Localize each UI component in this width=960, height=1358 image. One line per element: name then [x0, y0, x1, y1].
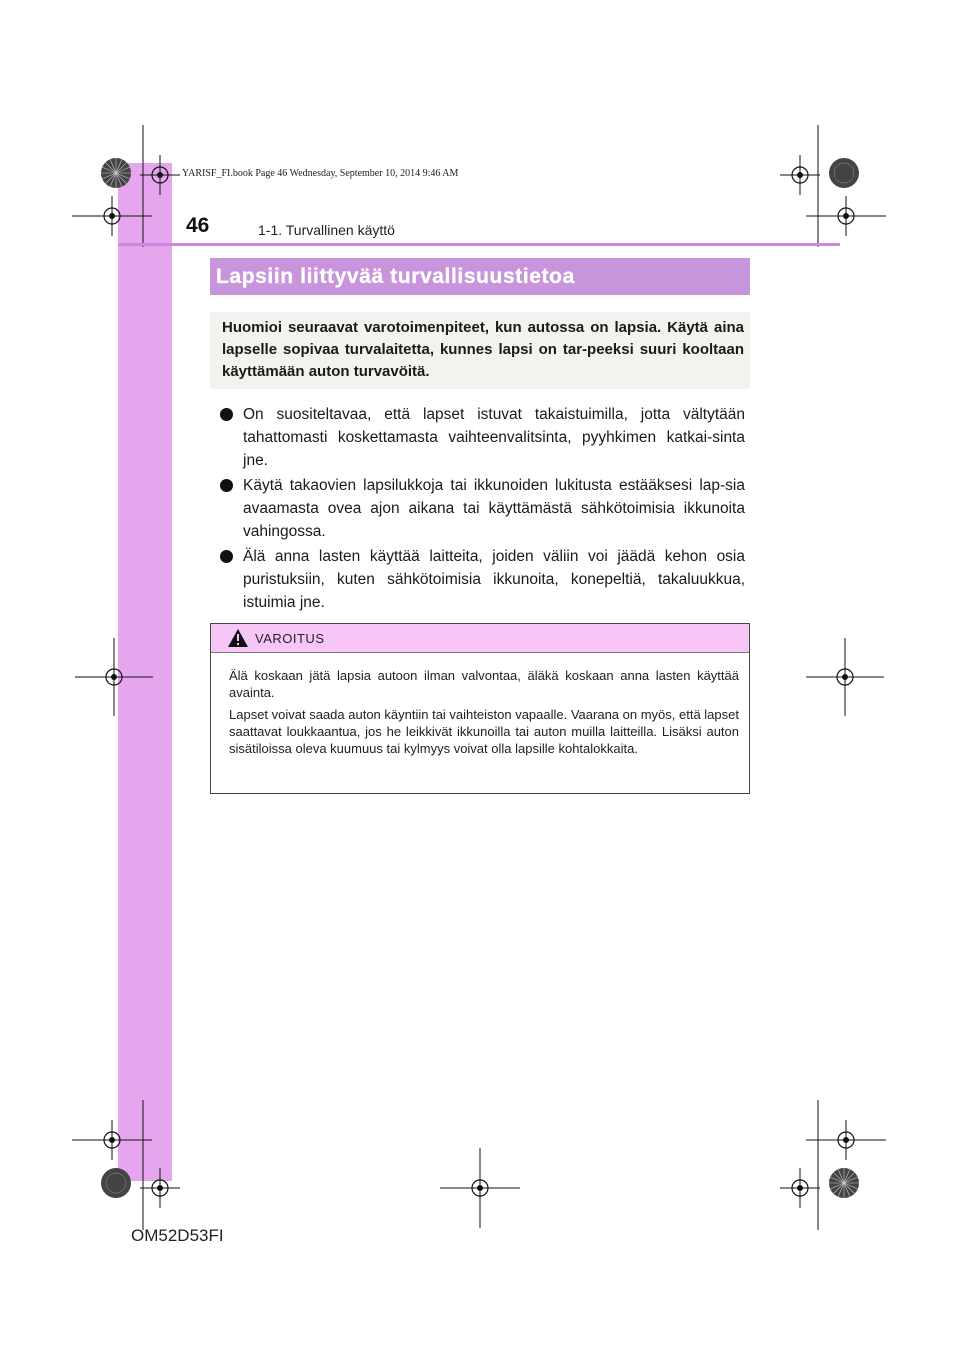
warning-paragraph: Lapset voivat saada auton käyntiin tai vaihteiston vapaalle. Vaarana on myös, että lapset saattavat loukkaantua, jos he leikkivät ikkunoilla tai auton muilla laitteilla. Lisäksi auton sisätiloissa oleva kuumuus tai kylmyys voivat olla lapsille kohtalokkaita.: [229, 707, 739, 756]
crosshair-icon: [72, 196, 152, 236]
warning-header: [211, 624, 749, 653]
registration-sunburst-icon: [100, 157, 132, 189]
bullet-icon: [220, 550, 233, 563]
crosshair-icon: [780, 1168, 820, 1208]
section-title: 1-1. Turvallinen käyttö: [258, 222, 395, 238]
title-bar: [210, 258, 750, 295]
warning-body: [211, 653, 749, 757]
registration-sunburst-icon: [828, 1167, 860, 1199]
crosshair-icon: [806, 196, 886, 236]
crosshair-icon: [780, 155, 820, 195]
crosshair-icon: [75, 638, 153, 716]
list-item-text: On suositeltavaa, että lapset istuvat takaistuimilla, jotta vältytään tahattomasti koskettamasta vaihteenvalitsinta, pyyhkimen katkai-sinta jne.: [243, 406, 745, 469]
registration-sunburst-icon: [100, 1167, 132, 1199]
list-item-text: Älä anna lasten käyttää laitteita, joiden väliin voi jäädä kehon osia puristuksiin, kuten sähkötoimisia ikkunoita, konepeltiä, takaluukkua, istuimia jne.: [243, 548, 745, 611]
list-item-text: Käytä takaovien lapsilukkoja tai ikkunoiden lukitusta estääksesi lap-sia avaamasta ovea ajon aikana tai käyttämästä sähkötoimisia ikkunoita vahingossa.: [243, 477, 745, 540]
model-code: OM52D53FI: [131, 1226, 224, 1245]
warning-box: [210, 623, 750, 794]
crosshair-icon: [140, 1168, 180, 1208]
crosshair-icon: [440, 1148, 520, 1228]
crosshair-icon: [806, 638, 884, 716]
intro-box: [210, 312, 750, 389]
warning-paragraph: Älä koskaan jätä lapsia autoon ilman valvontaa, äläkä koskaan anna lasten käyttää avainta.: [229, 668, 739, 700]
intro-text: Huomioi seuraavat varotoimenpiteet, kun autossa on lapsia. Käytä aina lapselle sopivaa turvalaitetta, kunnes lapsi on tar-peeksi suuri kooltaan käyttämään auton turvavöitä.: [222, 319, 744, 380]
bullet-icon: [220, 479, 233, 492]
crosshair-icon: [72, 1120, 152, 1160]
list-item: [218, 403, 745, 472]
page-number: 46: [186, 214, 210, 237]
crosshair-icon: [806, 1120, 886, 1160]
header-rule: [118, 243, 840, 246]
list-item: [218, 545, 745, 614]
warning-triangle-icon: [227, 628, 249, 648]
bullet-icon: [220, 408, 233, 421]
crosshair-icon: [140, 155, 180, 195]
book-info-line: YARISF_FI.book Page 46 Wednesday, September 10, 2014 9:46 AM: [182, 168, 459, 179]
list-item: [218, 474, 745, 543]
bullet-list: [218, 403, 745, 616]
registration-sunburst-icon: [828, 157, 860, 189]
warning-label: VAROITUS: [255, 630, 325, 646]
page-title: Lapsiin liittyvää turvallisuustietoa: [216, 264, 575, 288]
